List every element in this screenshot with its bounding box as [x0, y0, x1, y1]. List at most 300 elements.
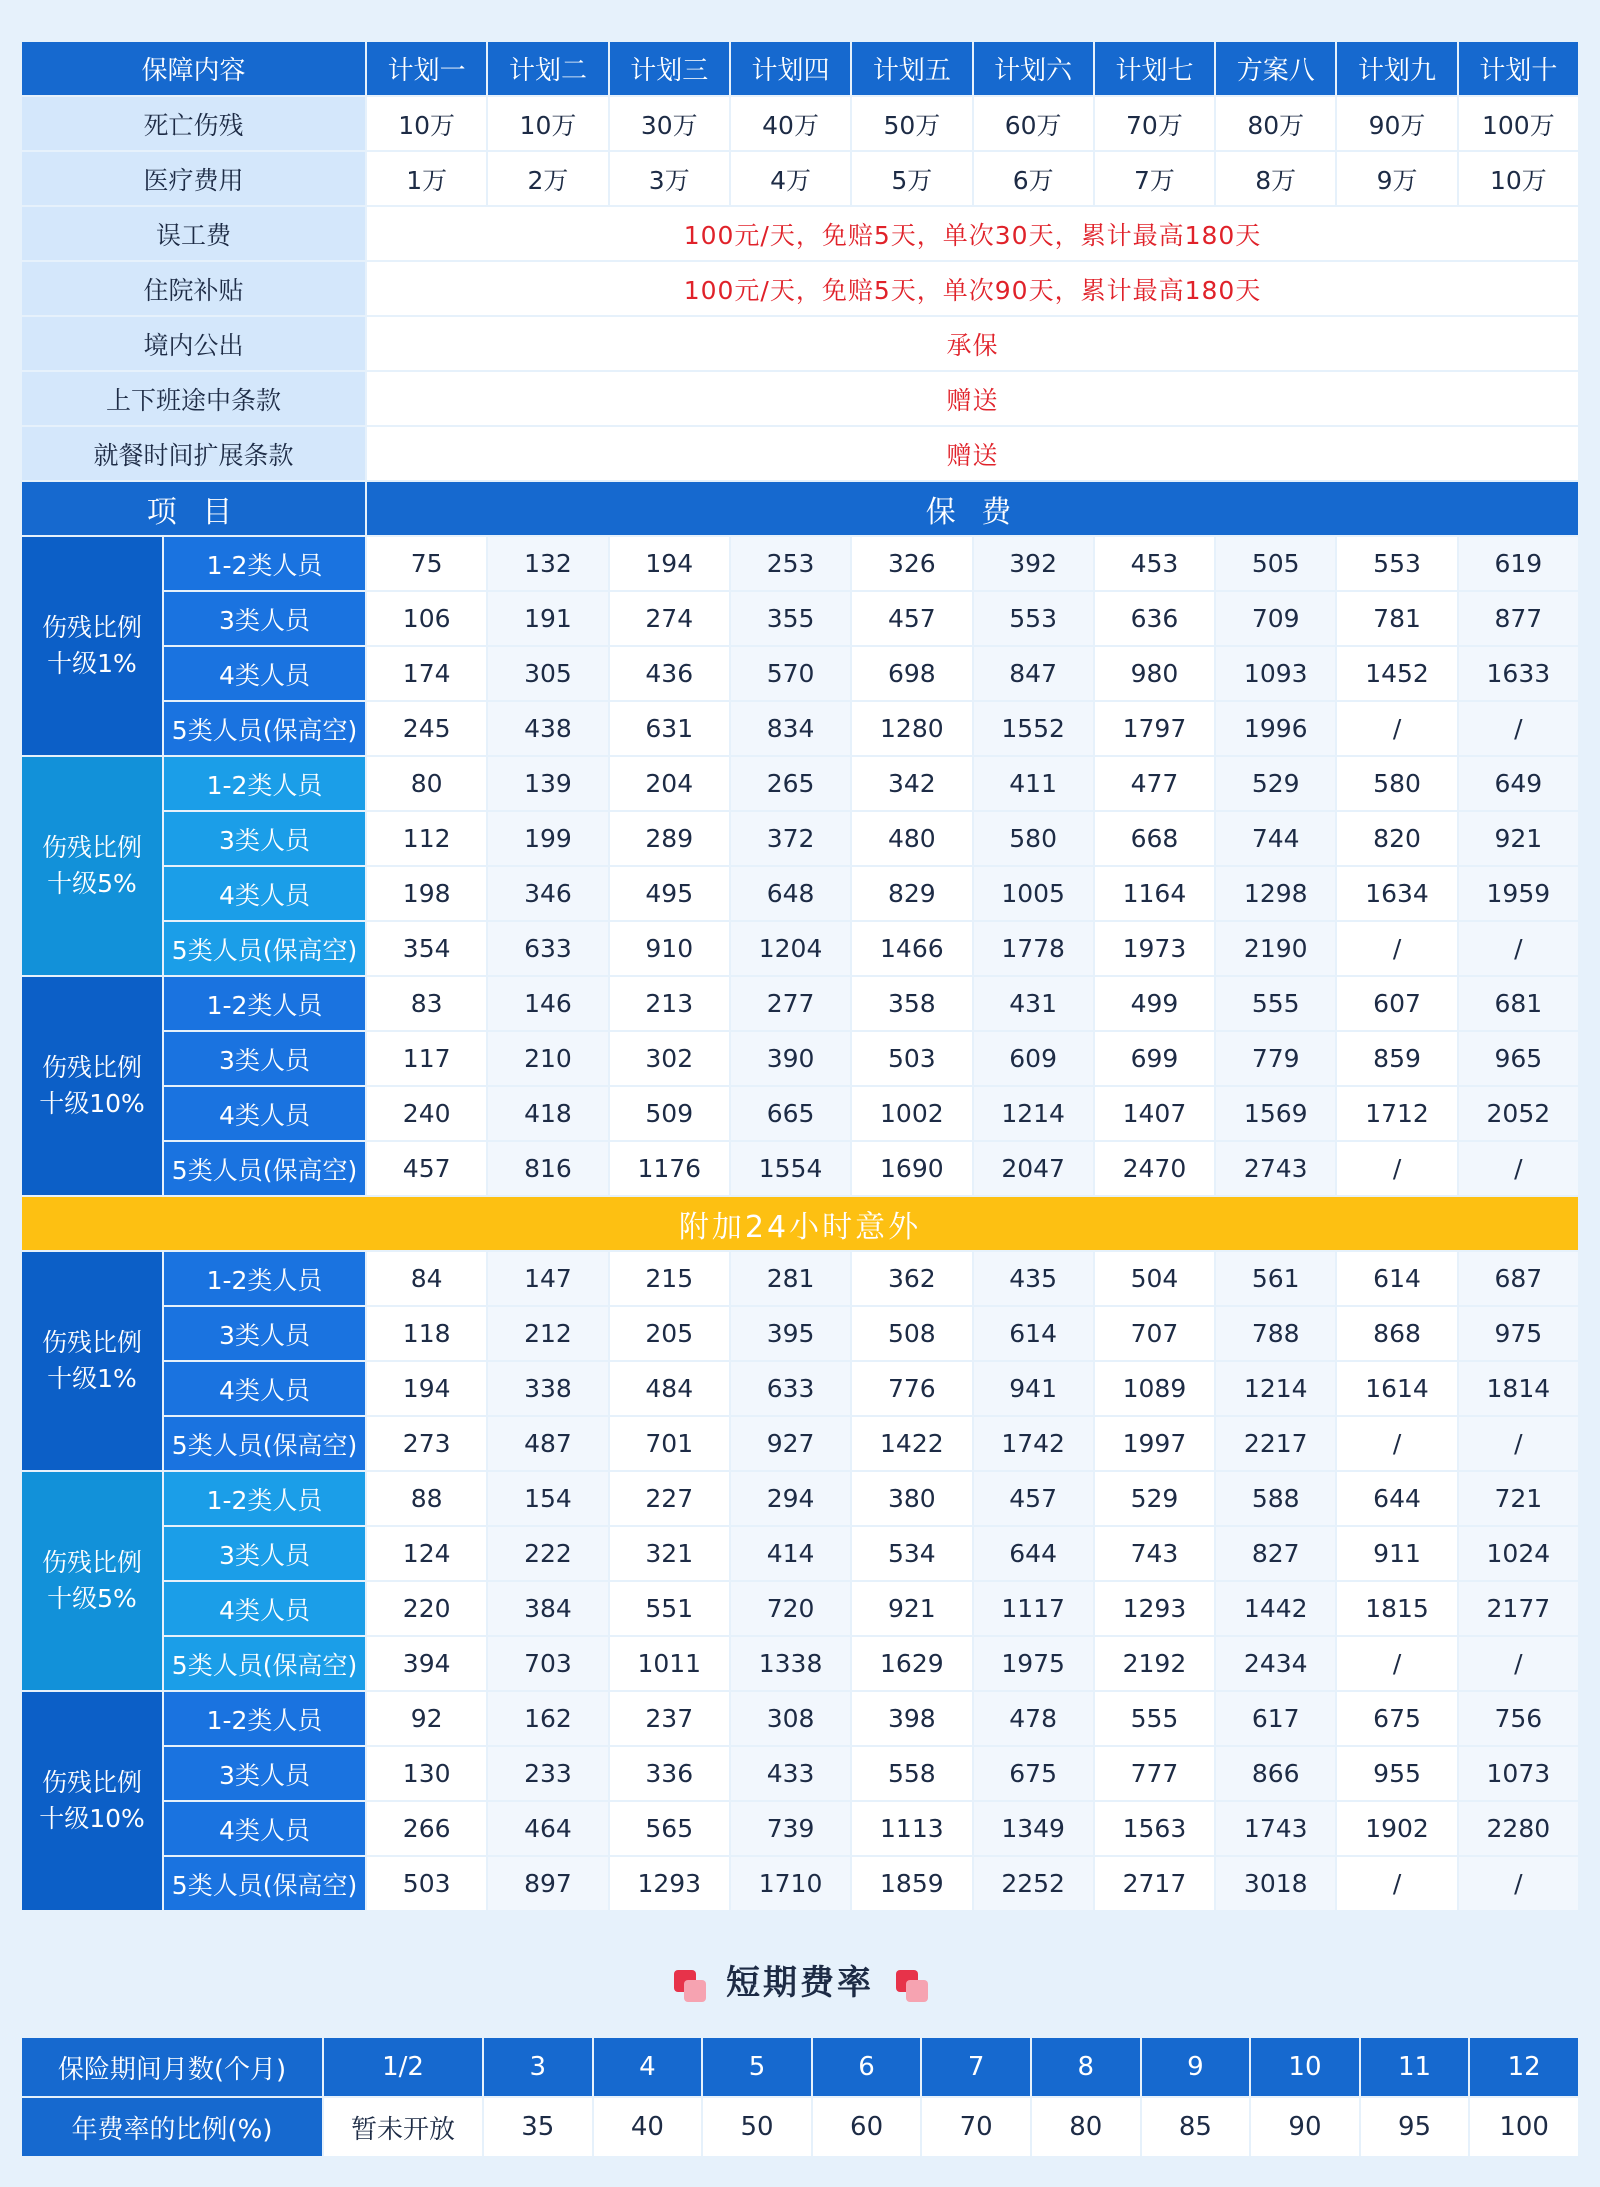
disability-group-label: 伤残比例 十级10% [22, 1692, 162, 1910]
premium-cell: 321 [610, 1527, 729, 1580]
premium-cell: 609 [974, 1032, 1093, 1085]
premium-cell: 227 [610, 1472, 729, 1525]
premium-cell: 1742 [974, 1417, 1093, 1470]
personnel-class-label: 4类人员 [164, 867, 365, 920]
benefit-label: 误工费 [22, 207, 365, 260]
premium-cell: 132 [488, 537, 607, 590]
premium-cell: 106 [367, 592, 486, 645]
benefit-text: 100元/天，免赔5天，单次30天，累计最高180天 [367, 207, 1578, 260]
premium-cell: 88 [367, 1472, 486, 1525]
premium-cell: 614 [1337, 1252, 1456, 1305]
premium-cell: 495 [610, 867, 729, 920]
premium-cell: 644 [974, 1527, 1093, 1580]
benefit-text: 承保 [367, 317, 1578, 370]
premium-header: 保 费 [367, 482, 1578, 535]
premium-cell: 1176 [610, 1142, 729, 1195]
premium-cell: 1407 [1095, 1087, 1214, 1140]
premium-cell: 2217 [1216, 1417, 1335, 1470]
premium-cell: 253 [731, 537, 850, 590]
premium-cell: 438 [488, 702, 607, 755]
premium-cell: 308 [731, 1692, 850, 1745]
rate-cell: 80 [1032, 2098, 1140, 2156]
premium-cell: 619 [1459, 537, 1578, 590]
premium-cell: 2470 [1095, 1142, 1214, 1195]
premium-cell: 1859 [852, 1857, 971, 1910]
premium-cell: 453 [1095, 537, 1214, 590]
premium-cell: 2280 [1459, 1802, 1578, 1855]
premium-cell: 484 [610, 1362, 729, 1415]
premium-cell: 698 [852, 647, 971, 700]
red-square-icon [674, 1970, 704, 2000]
premium-cell: 633 [488, 922, 607, 975]
premium-cell: 834 [731, 702, 850, 755]
premium-cell: 739 [731, 1802, 850, 1855]
premium-cell: 372 [731, 812, 850, 865]
plan-header-cell: 计划七 [1095, 42, 1214, 95]
short-term-title-text: 短期费率 [726, 1963, 874, 2003]
personnel-class-label: 3类人员 [164, 1527, 365, 1580]
premium-row [22, 1582, 1578, 1635]
benefit-label: 死亡伤残 [22, 97, 365, 150]
personnel-class-label: 3类人员 [164, 812, 365, 865]
premium-cell: 617 [1216, 1692, 1335, 1745]
plan-header-cell: 方案八 [1216, 42, 1335, 95]
premium-cell: 436 [610, 647, 729, 700]
personnel-class-label: 3类人员 [164, 1032, 365, 1085]
premium-row [22, 757, 1578, 810]
premium-cell: 553 [974, 592, 1093, 645]
personnel-class-label: 5类人员(保高空) [164, 1637, 365, 1690]
month-cell: 10 [1251, 2038, 1359, 2096]
premium-cell: 80 [367, 757, 486, 810]
premium-cell: 431 [974, 977, 1093, 1030]
premium-cell: 1280 [852, 702, 971, 755]
benefit-value: 5万 [852, 152, 971, 205]
premium-cell: 681 [1459, 977, 1578, 1030]
premium-cell: 504 [1095, 1252, 1214, 1305]
premium-cell: 816 [488, 1142, 607, 1195]
benefit-value: 8万 [1216, 152, 1335, 205]
benefit-label: 上下班途中条款 [22, 372, 365, 425]
premium-cell: 220 [367, 1582, 486, 1635]
premium-cell: 354 [367, 922, 486, 975]
short-term-title [0, 1955, 1600, 2004]
premium-cell: 392 [974, 537, 1093, 590]
premium-cell: 2252 [974, 1857, 1093, 1910]
premium-cell: 1113 [852, 1802, 971, 1855]
benefit-value: 70万 [1095, 97, 1214, 150]
premium-cell: 84 [367, 1252, 486, 1305]
premium-cell: 435 [974, 1252, 1093, 1305]
benefit-value: 60万 [974, 97, 1093, 150]
premium-cell: 1552 [974, 702, 1093, 755]
disability-group-label: 伤残比例 十级5% [22, 1472, 162, 1690]
premium-section-header [22, 482, 1578, 535]
disability-group-label: 伤残比例 十级5% [22, 757, 162, 975]
premium-cell: 570 [731, 647, 850, 700]
benefit-value: 10万 [488, 97, 607, 150]
benefit-row [22, 152, 1578, 205]
premium-cell: 477 [1095, 757, 1214, 810]
personnel-class-label: 5类人员(保高空) [164, 1417, 365, 1470]
month-cell: 1/2 [324, 2038, 482, 2096]
premium-cell: 2047 [974, 1142, 1093, 1195]
premium-cell: 1117 [974, 1582, 1093, 1635]
premium-cell: 1710 [731, 1857, 850, 1910]
benefit-value: 4万 [731, 152, 850, 205]
premium-cell: 215 [610, 1252, 729, 1305]
premium-cell: 305 [488, 647, 607, 700]
premium-cell: 83 [367, 977, 486, 1030]
premium-row [22, 1747, 1578, 1800]
premium-cell: 580 [974, 812, 1093, 865]
premium-cell: 1797 [1095, 702, 1214, 755]
premium-cell: 395 [731, 1307, 850, 1360]
premium-cell: 1089 [1095, 1362, 1214, 1415]
premium-cell: 191 [488, 592, 607, 645]
premium-cell: 921 [1459, 812, 1578, 865]
premium-cell: 668 [1095, 812, 1214, 865]
premium-cell: 3018 [1216, 1857, 1335, 1910]
premium-cell: 2717 [1095, 1857, 1214, 1910]
personnel-class-label: 4类人员 [164, 1802, 365, 1855]
rate-cell: 暂未开放 [324, 2098, 482, 2156]
premium-cell: 1712 [1337, 1087, 1456, 1140]
personnel-class-label: 1-2类人员 [164, 757, 365, 810]
premium-cell: / [1459, 702, 1578, 755]
plan-header-cell: 计划九 [1337, 42, 1456, 95]
premium-cell: 565 [610, 1802, 729, 1855]
premium-cell: 1569 [1216, 1087, 1335, 1140]
premium-cell: 703 [488, 1637, 607, 1690]
premium-cell: 633 [731, 1362, 850, 1415]
premium-cell: 779 [1216, 1032, 1335, 1085]
benefit-value: 2万 [488, 152, 607, 205]
premium-cell: 1298 [1216, 867, 1335, 920]
premium-cell: 1563 [1095, 1802, 1214, 1855]
premium-cell: 398 [852, 1692, 971, 1745]
short-term-rate-table [20, 2036, 1580, 2158]
premium-cell: 675 [1337, 1692, 1456, 1745]
premium-cell: 1293 [1095, 1582, 1214, 1635]
premium-cell: 124 [367, 1527, 486, 1580]
rate-cell: 40 [594, 2098, 702, 2156]
premium-cell: 1024 [1459, 1527, 1578, 1580]
premium-row [22, 1417, 1578, 1470]
premium-cell: 1005 [974, 867, 1093, 920]
premium-cell: 1902 [1337, 1802, 1456, 1855]
premium-cell: 965 [1459, 1032, 1578, 1085]
benefit-value: 10万 [367, 97, 486, 150]
premium-cell: 1690 [852, 1142, 971, 1195]
premium-cell: 277 [731, 977, 850, 1030]
premium-cell: 199 [488, 812, 607, 865]
rate-cell: 70 [922, 2098, 1030, 2156]
premium-row [22, 1362, 1578, 1415]
benefit-row [22, 262, 1578, 315]
premium-cell: / [1337, 1637, 1456, 1690]
plan-header-cell: 计划六 [974, 42, 1093, 95]
premium-cell: 529 [1216, 757, 1335, 810]
premium-cell: 499 [1095, 977, 1214, 1030]
premium-cell: 147 [488, 1252, 607, 1305]
premium-cell: 237 [610, 1692, 729, 1745]
benefit-row [22, 317, 1578, 370]
premium-cell: 418 [488, 1087, 607, 1140]
premium-cell: 302 [610, 1032, 729, 1085]
premium-cell: 955 [1337, 1747, 1456, 1800]
premium-cell: 975 [1459, 1307, 1578, 1360]
benefit-value: 30万 [610, 97, 729, 150]
premium-cell: 555 [1216, 977, 1335, 1030]
rate-cell: 100 [1470, 2098, 1578, 2156]
premium-cell: 508 [852, 1307, 971, 1360]
premium-cell: 1997 [1095, 1417, 1214, 1470]
premium-cell: 457 [852, 592, 971, 645]
premium-cell: / [1459, 1417, 1578, 1470]
premium-cell: 580 [1337, 757, 1456, 810]
premium-cell: 847 [974, 647, 1093, 700]
premium-row [22, 1087, 1578, 1140]
premium-cell: 2190 [1216, 922, 1335, 975]
premium-cell: 1466 [852, 922, 971, 975]
premium-cell: 281 [731, 1252, 850, 1305]
premium-cell: 146 [488, 977, 607, 1030]
premium-cell: 480 [852, 812, 971, 865]
months-label: 保险期间月数(个月) [22, 2038, 322, 2096]
premium-cell: 2743 [1216, 1142, 1335, 1195]
premium-cell: 1815 [1337, 1582, 1456, 1635]
premium-cell: 266 [367, 1802, 486, 1855]
personnel-class-label: 3类人员 [164, 592, 365, 645]
personnel-class-label: 4类人员 [164, 647, 365, 700]
personnel-class-label: 4类人员 [164, 1582, 365, 1635]
benefit-text: 100元/天，免赔5天，单次90天，累计最高180天 [367, 262, 1578, 315]
premium-cell: 273 [367, 1417, 486, 1470]
premium-cell: 1164 [1095, 867, 1214, 920]
premium-cell: 2434 [1216, 1637, 1335, 1690]
premium-cell: 1554 [731, 1142, 850, 1195]
premium-cell: 561 [1216, 1252, 1335, 1305]
premium-cell: 607 [1337, 977, 1456, 1030]
premium-cell: 1338 [731, 1637, 850, 1690]
premium-cell: 194 [367, 1362, 486, 1415]
premium-row [22, 1032, 1578, 1085]
premium-cell: 709 [1216, 592, 1335, 645]
premium-cell: 130 [367, 1747, 486, 1800]
premium-cell: 117 [367, 1032, 486, 1085]
benefit-label: 境内公出 [22, 317, 365, 370]
premium-cell: 868 [1337, 1307, 1456, 1360]
premium-cell: 380 [852, 1472, 971, 1525]
personnel-class-label: 1-2类人员 [164, 1252, 365, 1305]
addon-header-row [22, 1197, 1578, 1250]
premium-cell: 2177 [1459, 1582, 1578, 1635]
month-cell: 8 [1032, 2038, 1140, 2096]
personnel-class-label: 3类人员 [164, 1307, 365, 1360]
premium-cell: 336 [610, 1747, 729, 1800]
month-cell: 12 [1470, 2038, 1578, 2096]
premium-cell: 1073 [1459, 1747, 1578, 1800]
premium-cell: / [1337, 1857, 1456, 1910]
premium-cell: 274 [610, 592, 729, 645]
premium-cell: 1629 [852, 1637, 971, 1690]
premium-cell: 362 [852, 1252, 971, 1305]
premium-row [22, 1252, 1578, 1305]
disability-group-label: 伤残比例 十级1% [22, 1252, 162, 1470]
premium-row [22, 977, 1578, 1030]
month-cell: 11 [1361, 2038, 1469, 2096]
premium-cell: 414 [731, 1527, 850, 1580]
premium-row [22, 867, 1578, 920]
premium-cell: 644 [1337, 1472, 1456, 1525]
month-cell: 6 [813, 2038, 921, 2096]
premium-cell: 776 [852, 1362, 971, 1415]
premium-cell: 534 [852, 1527, 971, 1580]
rate-cell: 95 [1361, 2098, 1469, 2156]
premium-cell: 1778 [974, 922, 1093, 975]
personnel-class-label: 3类人员 [164, 1747, 365, 1800]
addon-title: 附加24小时意外 [22, 1197, 1578, 1250]
premium-cell: 1814 [1459, 1362, 1578, 1415]
benefit-row [22, 207, 1578, 260]
premium-cell: 505 [1216, 537, 1335, 590]
premium-cell: 1973 [1095, 922, 1214, 975]
premium-cell: 433 [731, 1747, 850, 1800]
plan-header-cell: 计划四 [731, 42, 850, 95]
red-square-icon [896, 1970, 926, 2000]
premium-cell: 721 [1459, 1472, 1578, 1525]
premium-cell: 1204 [731, 922, 850, 975]
premium-cell: / [1459, 922, 1578, 975]
premium-cell: 1293 [610, 1857, 729, 1910]
premium-table [20, 40, 1580, 1912]
premium-cell: 614 [974, 1307, 1093, 1360]
plan-header-cell: 计划三 [610, 42, 729, 95]
premium-cell: 1633 [1459, 647, 1578, 700]
premium-cell: / [1459, 1142, 1578, 1195]
premium-row [22, 1142, 1578, 1195]
premium-row [22, 1307, 1578, 1360]
premium-cell: 756 [1459, 1692, 1578, 1745]
premium-cell: / [1337, 1417, 1456, 1470]
benefit-row [22, 97, 1578, 150]
premium-cell: 1959 [1459, 867, 1578, 920]
premium-cell: 1349 [974, 1802, 1093, 1855]
premium-cell: 720 [731, 1582, 850, 1635]
premium-cell: 162 [488, 1692, 607, 1745]
premium-cell: 92 [367, 1692, 486, 1745]
rate-cell: 85 [1142, 2098, 1250, 2156]
month-cell: 7 [922, 2038, 1030, 2096]
premium-row [22, 1472, 1578, 1525]
premium-row [22, 1527, 1578, 1580]
benefit-value: 9万 [1337, 152, 1456, 205]
premium-cell: 478 [974, 1692, 1093, 1745]
benefit-value: 3万 [610, 152, 729, 205]
premium-cell: 980 [1095, 647, 1214, 700]
rate-cell: 35 [484, 2098, 592, 2156]
rate-cell: 50 [703, 2098, 811, 2156]
disability-group-label: 伤残比例 十级1% [22, 537, 162, 755]
personnel-class-label: 1-2类人员 [164, 1692, 365, 1745]
rate-cell: 60 [813, 2098, 921, 2156]
premium-cell: 464 [488, 1802, 607, 1855]
premium-row [22, 1802, 1578, 1855]
premium-cell: 204 [610, 757, 729, 810]
premium-cell: / [1459, 1857, 1578, 1910]
premium-cell: 503 [367, 1857, 486, 1910]
premium-cell: 551 [610, 1582, 729, 1635]
premium-cell: / [1459, 1637, 1578, 1690]
premium-cell: 1442 [1216, 1582, 1335, 1635]
benefit-value: 6万 [974, 152, 1093, 205]
premium-cell: 558 [852, 1747, 971, 1800]
premium-cell: 212 [488, 1307, 607, 1360]
premium-cell: 921 [852, 1582, 971, 1635]
premium-row [22, 922, 1578, 975]
premium-cell: 699 [1095, 1032, 1214, 1085]
header-title: 保障内容 [22, 42, 365, 95]
premium-cell: 866 [1216, 1747, 1335, 1800]
premium-cell: 289 [610, 812, 729, 865]
premium-cell: 338 [488, 1362, 607, 1415]
premium-row [22, 1692, 1578, 1745]
benefit-value: 40万 [731, 97, 850, 150]
month-cell: 3 [484, 2038, 592, 2096]
premium-cell: 457 [974, 1472, 1093, 1525]
premium-cell: 1002 [852, 1087, 971, 1140]
premium-cell: 707 [1095, 1307, 1214, 1360]
premium-cell: 529 [1095, 1472, 1214, 1525]
premium-cell: 1614 [1337, 1362, 1456, 1415]
premium-cell: 198 [367, 867, 486, 920]
premium-cell: 649 [1459, 757, 1578, 810]
rate-value-row [22, 2098, 1578, 2156]
disability-group-label: 伤残比例 十级10% [22, 977, 162, 1195]
plan-header-cell: 计划一 [367, 42, 486, 95]
premium-cell: 139 [488, 757, 607, 810]
premium-row [22, 1857, 1578, 1910]
benefit-text: 赠送 [367, 372, 1578, 425]
benefit-row [22, 427, 1578, 480]
premium-cell: 911 [1337, 1527, 1456, 1580]
premium-cell: 154 [488, 1472, 607, 1525]
premium-cell: 411 [974, 757, 1093, 810]
rate-cell: 90 [1251, 2098, 1359, 2156]
premium-cell: 648 [731, 867, 850, 920]
premium-cell: 941 [974, 1362, 1093, 1415]
month-cell: 4 [594, 2038, 702, 2096]
benefit-value: 80万 [1216, 97, 1335, 150]
benefit-label: 就餐时间扩展条款 [22, 427, 365, 480]
personnel-class-label: 4类人员 [164, 1362, 365, 1415]
premium-cell: 687 [1459, 1252, 1578, 1305]
premium-cell: 384 [488, 1582, 607, 1635]
benefit-label: 住院补贴 [22, 262, 365, 315]
premium-cell: 1011 [610, 1637, 729, 1690]
personnel-class-label: 1-2类人员 [164, 1472, 365, 1525]
premium-cell: 222 [488, 1527, 607, 1580]
premium-cell: 358 [852, 977, 971, 1030]
premium-cell: 213 [610, 977, 729, 1030]
benefit-value: 1万 [367, 152, 486, 205]
premium-cell: 390 [731, 1032, 850, 1085]
personnel-class-label: 1-2类人员 [164, 537, 365, 590]
premium-cell: 665 [731, 1087, 850, 1140]
premium-cell: 233 [488, 1747, 607, 1800]
premium-cell: 897 [488, 1857, 607, 1910]
